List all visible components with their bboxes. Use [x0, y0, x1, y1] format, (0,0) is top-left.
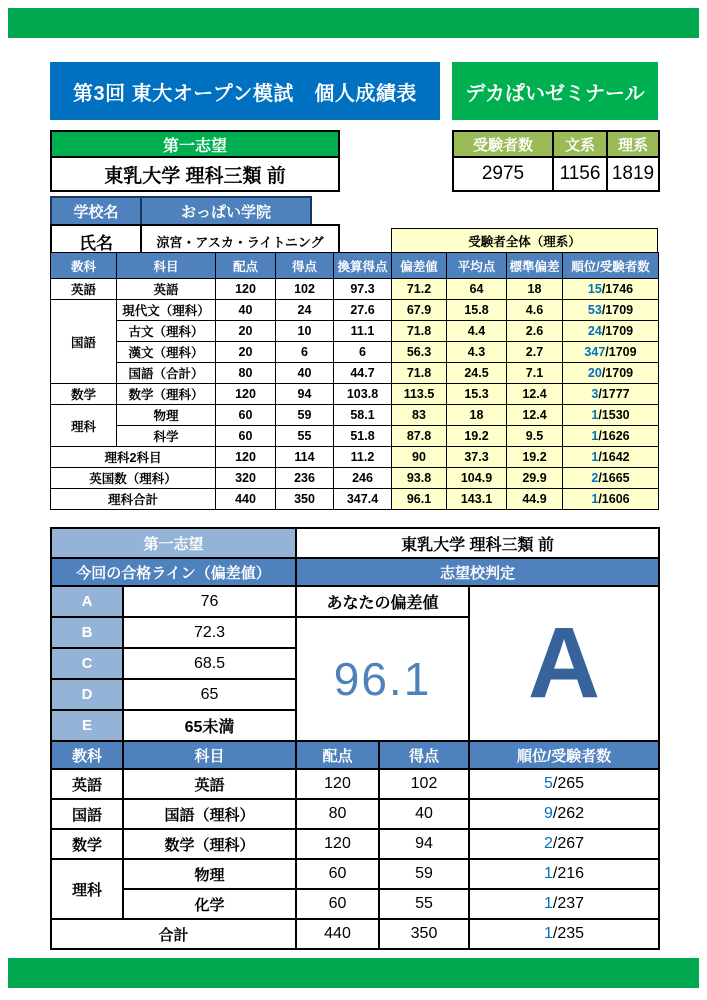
- rank-number: 2: [591, 471, 599, 485]
- cell-subject: 数学（理科）: [123, 829, 296, 859]
- examinee-rikei: 1819: [607, 157, 659, 191]
- cell: 56.3: [392, 342, 447, 363]
- cell: 24: [276, 300, 334, 321]
- cell: 2.6: [507, 321, 563, 342]
- cell: 44.7: [334, 363, 392, 384]
- table-row: [51, 426, 659, 447]
- cell: 24.5: [447, 363, 507, 384]
- rank-number: 1: [591, 450, 599, 464]
- cell-subject-group: 理科合計: [51, 489, 216, 510]
- cell-subject: 現代文（理科）: [117, 300, 216, 321]
- cell-rank: [563, 447, 659, 468]
- rank-number: 347: [584, 345, 606, 359]
- grade-letter: A: [51, 586, 123, 617]
- cell: 236: [276, 468, 334, 489]
- grade-letter: E: [51, 710, 123, 741]
- cell-subject-group: 理科2科目: [51, 447, 216, 468]
- name-label: 氏名: [51, 225, 141, 257]
- rank-number: 53: [587, 303, 602, 317]
- score-table-header-row: [51, 253, 659, 279]
- rank-number: 1: [591, 408, 599, 422]
- cell: 60: [296, 859, 379, 889]
- cell: 87.8: [392, 426, 447, 447]
- rank-number: 15: [587, 282, 602, 296]
- cell: 19.2: [447, 426, 507, 447]
- cell: 58.1: [334, 405, 392, 426]
- cell: 4.4: [447, 321, 507, 342]
- cell: 55: [276, 426, 334, 447]
- cell: 40: [216, 300, 276, 321]
- judgement-table: [50, 527, 660, 950]
- judgement-grade: A: [469, 586, 659, 741]
- your-score-label: あなたの偏差値: [296, 586, 469, 617]
- grade-letter: D: [51, 679, 123, 710]
- grade-value: 72.3: [123, 617, 296, 648]
- rank-total: /1709: [601, 366, 634, 380]
- cell: 104.9: [447, 468, 507, 489]
- cell: 37.3: [447, 447, 507, 468]
- cell: 93.8: [392, 468, 447, 489]
- cell: 27.6: [334, 300, 392, 321]
- rank-total: /1709: [605, 345, 637, 359]
- table-row: [51, 384, 659, 405]
- rank-total: /1642: [598, 450, 630, 464]
- cell: 51.8: [334, 426, 392, 447]
- cell-subject-group: 英国数（理科）: [51, 468, 216, 489]
- cell-rank: [563, 489, 659, 510]
- rank-number: 5: [544, 775, 553, 792]
- cell: 12.4: [507, 405, 563, 426]
- table-row: [51, 363, 659, 384]
- cell-rank: [563, 321, 659, 342]
- rank-total: /267: [552, 835, 585, 852]
- cell: 103.8: [334, 384, 392, 405]
- cell: 20: [216, 342, 276, 363]
- table-row: [51, 279, 659, 300]
- cell: 40: [379, 799, 469, 829]
- cell: 120: [216, 384, 276, 405]
- rank-number: 1: [544, 865, 553, 882]
- examinee-header-bunkei: 文系: [553, 131, 607, 157]
- cell-rank: [563, 279, 659, 300]
- rank-total: /1777: [598, 387, 630, 401]
- cell: 60: [296, 889, 379, 919]
- score-table: [50, 252, 659, 510]
- cell: 19.2: [507, 447, 563, 468]
- col-tokuten: 得点: [276, 253, 334, 279]
- table-row: [51, 300, 659, 321]
- cell: 59: [379, 859, 469, 889]
- cell: 347.4: [334, 489, 392, 510]
- table-row: [51, 321, 659, 342]
- cell: 96.1: [392, 489, 447, 510]
- cell-rank: [563, 405, 659, 426]
- brand-name: デカぱいゼミナール: [452, 62, 658, 120]
- cell: 6: [276, 342, 334, 363]
- examinee-header-rikei: 理系: [607, 131, 659, 157]
- rank-total: /1530: [598, 408, 630, 422]
- first-choice-school-2: 東乳大学 理科三類 前: [296, 528, 659, 558]
- rank-number: 20: [587, 366, 602, 380]
- rank-number: 1: [544, 925, 553, 942]
- rank-number: 1: [544, 895, 553, 912]
- cell: 44.9: [507, 489, 563, 510]
- examinee-count-table: [452, 130, 660, 192]
- table-row: [51, 799, 659, 829]
- cell: 18: [507, 279, 563, 300]
- table-row: [51, 829, 659, 859]
- col-heikin: 平均点: [447, 253, 507, 279]
- cell-rank: [469, 919, 659, 949]
- your-deviation-value: 96.1: [296, 617, 469, 741]
- cell: 29.9: [507, 468, 563, 489]
- rank-total: /1626: [598, 429, 630, 443]
- cell-subject-group: 英語: [51, 279, 117, 300]
- cell-subject-group: 理科: [51, 859, 123, 919]
- rank-total: /1709: [601, 303, 634, 317]
- cell-subject: 物理: [117, 405, 216, 426]
- cell-rank: [469, 889, 659, 919]
- col-kyoka: 教科: [51, 253, 117, 279]
- rank-number: 24: [587, 324, 602, 338]
- grade-value: 65: [123, 679, 296, 710]
- school-name: おっぱい学院: [141, 197, 311, 225]
- col2-rank: 順位/受験者数: [469, 741, 659, 769]
- cell: 9.5: [507, 426, 563, 447]
- examinee-header-total: 受験者数: [453, 131, 553, 157]
- rank-total: /1665: [598, 471, 630, 485]
- table-row: [51, 528, 659, 558]
- cell: 246: [334, 468, 392, 489]
- col-hyojun: 標準偏差: [507, 253, 563, 279]
- cell: 94: [379, 829, 469, 859]
- rank-total: /1746: [601, 282, 634, 296]
- table-row: [51, 558, 659, 586]
- examinee-total: 2975: [453, 157, 553, 191]
- cell-rank: [469, 769, 659, 799]
- cell: 4.3: [447, 342, 507, 363]
- rank-total: /1709: [601, 324, 634, 338]
- bottom-green-bar: [8, 958, 699, 988]
- rank-total: /235: [552, 925, 585, 942]
- col-kansan: 換算得点: [334, 253, 392, 279]
- cell: 97.3: [334, 279, 392, 300]
- cell: 67.9: [392, 300, 447, 321]
- rank-total: /265: [552, 775, 585, 792]
- cell-rank: [563, 426, 659, 447]
- rank-number: 9: [544, 805, 553, 822]
- col-hensachi: 偏差値: [392, 253, 447, 279]
- cell: 120: [296, 769, 379, 799]
- cell: 40: [276, 363, 334, 384]
- rank-number: 1: [591, 429, 599, 443]
- cell-subject: 古文（理科）: [117, 321, 216, 342]
- cell-rank: [469, 829, 659, 859]
- cell: 20: [216, 321, 276, 342]
- col-rank: 順位/受験者数: [563, 253, 659, 279]
- cell: 11.1: [334, 321, 392, 342]
- examinee-value-row: [453, 157, 659, 191]
- col2-kyoka: 教科: [51, 741, 123, 769]
- examinee-bunkei: 1156: [553, 157, 607, 191]
- rank-number: 3: [591, 387, 599, 401]
- cell: 120: [216, 447, 276, 468]
- cell: 55: [379, 889, 469, 919]
- cell: 80: [216, 363, 276, 384]
- cell-subject: 漢文（理科）: [117, 342, 216, 363]
- cell-subject: 科学: [117, 426, 216, 447]
- cell: 2.7: [507, 342, 563, 363]
- judgement-label: 志望校判定: [296, 558, 659, 586]
- table-row: [51, 919, 659, 949]
- cell: 120: [296, 829, 379, 859]
- grade-row: [51, 586, 659, 617]
- school-label: 学校名: [51, 197, 141, 225]
- cell: 143.1: [447, 489, 507, 510]
- cell: 71.8: [392, 363, 447, 384]
- rank-total: /1606: [598, 492, 630, 506]
- cell: 60: [216, 405, 276, 426]
- col-haiten: 配点: [216, 253, 276, 279]
- cell: 90: [392, 447, 447, 468]
- cell-subject-group: 英語: [51, 769, 123, 799]
- cell-total-label: 合計: [51, 919, 296, 949]
- cell: 102: [379, 769, 469, 799]
- cell-subject: 物理: [123, 859, 296, 889]
- cell: 440: [216, 489, 276, 510]
- cell-subject: 国語（理科）: [123, 799, 296, 829]
- table-row: [51, 769, 659, 799]
- first-choice-school: 東乳大学 理科三類 前: [50, 156, 340, 192]
- cell-rank: [563, 300, 659, 321]
- cell: 11.2: [334, 447, 392, 468]
- cell-subject: 英語: [123, 769, 296, 799]
- col2-kamoku: 科目: [123, 741, 296, 769]
- cell: 120: [216, 279, 276, 300]
- col2-haiten: 配点: [296, 741, 379, 769]
- cell-subject-group: 国語: [51, 799, 123, 829]
- rank-number: 2: [544, 835, 553, 852]
- table-row: [51, 468, 659, 489]
- cell-subject-group: 国語: [51, 300, 117, 384]
- cell: 18: [447, 405, 507, 426]
- student-name: 涼宮・アスカ・ライトニング: [141, 225, 339, 257]
- cell-subject: 化学: [123, 889, 296, 919]
- cell-subject: 国語（合計）: [117, 363, 216, 384]
- col2-tokuten: 得点: [379, 741, 469, 769]
- cell-subject: 英語: [117, 279, 216, 300]
- cell-rank: [563, 384, 659, 405]
- top-green-bar: [8, 8, 699, 38]
- grade-value: 76: [123, 586, 296, 617]
- cell: 71.8: [392, 321, 447, 342]
- cell: 350: [379, 919, 469, 949]
- first-choice-label: 第一志望: [50, 130, 340, 158]
- cell-subject-group: 数学: [51, 384, 117, 405]
- grade-value: 65未満: [123, 710, 296, 741]
- cell: 10: [276, 321, 334, 342]
- cell: 64: [447, 279, 507, 300]
- cell: 4.6: [507, 300, 563, 321]
- cell: 440: [296, 919, 379, 949]
- grade-letter: C: [51, 648, 123, 679]
- examinee-header-row: [453, 131, 659, 157]
- cell: 60: [216, 426, 276, 447]
- rank-total: /262: [552, 805, 585, 822]
- cell: 15.3: [447, 384, 507, 405]
- rank-total: /216: [552, 865, 585, 882]
- cell: 113.5: [392, 384, 447, 405]
- table-row: [51, 447, 659, 468]
- grade-value: 68.5: [123, 648, 296, 679]
- school-row: [50, 196, 312, 226]
- pass-line-label: 今回の合格ライン（偏差値）: [51, 558, 296, 586]
- cell-rank: [563, 342, 659, 363]
- cell-subject: 数学（理科）: [117, 384, 216, 405]
- cell: 59: [276, 405, 334, 426]
- cell: 12.4: [507, 384, 563, 405]
- table-row: [51, 342, 659, 363]
- cell-rank: [563, 468, 659, 489]
- all-examinees-rikei-header: 受験者全体（理系）: [391, 228, 658, 254]
- cell: 6: [334, 342, 392, 363]
- table-row: [51, 489, 659, 510]
- cell-rank: [469, 799, 659, 829]
- cell: 80: [296, 799, 379, 829]
- grade-letter: B: [51, 617, 123, 648]
- cell-rank: [469, 859, 659, 889]
- rank-number: 1: [591, 492, 599, 506]
- table-row: [51, 859, 659, 889]
- cell: 83: [392, 405, 447, 426]
- cell: 114: [276, 447, 334, 468]
- first-choice-label-2: 第一志望: [51, 528, 296, 558]
- report-title: 第3回 東大オープン模試 個人成績表: [50, 62, 440, 120]
- cell: 15.8: [447, 300, 507, 321]
- table-row: [51, 889, 659, 919]
- table-header-row: [51, 741, 659, 769]
- cell: 350: [276, 489, 334, 510]
- cell-subject-group: 数学: [51, 829, 123, 859]
- cell-rank: [563, 363, 659, 384]
- cell-subject-group: 理科: [51, 405, 117, 447]
- cell: 102: [276, 279, 334, 300]
- cell: 320: [216, 468, 276, 489]
- col-kamoku: 科目: [117, 253, 216, 279]
- cell: 7.1: [507, 363, 563, 384]
- table-row: [51, 405, 659, 426]
- cell: 71.2: [392, 279, 447, 300]
- rank-total: /237: [552, 895, 585, 912]
- cell: 94: [276, 384, 334, 405]
